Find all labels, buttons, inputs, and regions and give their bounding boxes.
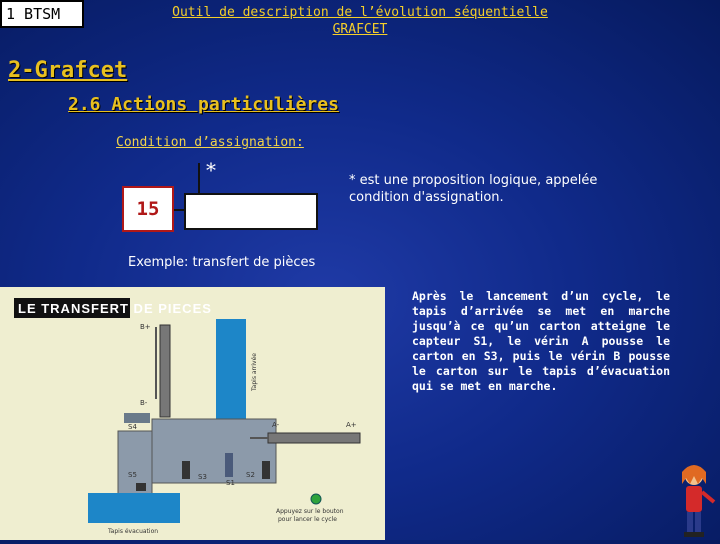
condition-symbol: * [206, 158, 216, 182]
cylinder-b-body [160, 325, 170, 417]
diagram-title: LE TRANSFERT DE PIECES [18, 301, 212, 316]
start-button-icon[interactable] [311, 494, 321, 504]
label-b-minus: B- [140, 399, 148, 407]
tapis-evacuation [88, 493, 180, 523]
cylinder-a-body [268, 433, 360, 443]
assignment-note: * est une proposition logique, appelée condition d'assignation. [349, 173, 598, 205]
table-left-wing [118, 431, 152, 503]
label-tapis-arrivee: Tapis arrivée [251, 353, 258, 391]
step-action-connector [174, 209, 184, 211]
section-title: 2-Grafcet [8, 58, 128, 83]
label-s3: S3 [198, 473, 207, 481]
transfer-diagram [0, 287, 385, 540]
subsection-title: 2.6 Actions particulières [68, 94, 339, 115]
label-a-plus: A+ [346, 421, 357, 429]
sensor-s3-post [182, 461, 190, 479]
header-line-1: Outil de description de l’évolution séquentielle [172, 5, 548, 20]
label-b-plus: B+ [140, 323, 151, 331]
start-button-text-2: pour lancer le cycle [278, 516, 337, 523]
condition-line [198, 163, 200, 194]
label-s5: S5 [128, 471, 137, 479]
start-button-text-1: Appuyez sur le bouton [276, 508, 344, 515]
label-s4: S4 [128, 423, 137, 431]
subheading: Condition d’assignation: [116, 135, 304, 150]
header-line-2: GRAFCET [332, 22, 388, 37]
transfer-diagram-svg [0, 287, 385, 540]
sensor-s4-block [124, 413, 150, 423]
sensor-s1-post [225, 453, 233, 477]
transfer-table [152, 419, 276, 483]
label-s2: S2 [246, 471, 255, 479]
cartoon-character-icon [672, 462, 720, 540]
label-a-minus: A- [272, 421, 280, 429]
action-box [184, 193, 318, 230]
label-s1: S1 [226, 479, 235, 487]
label-tapis-evacuation: Tapis évacuation [108, 528, 159, 535]
step-box: 15 [122, 186, 174, 232]
sensor-s2-post [262, 461, 270, 479]
slide-header [150, 4, 570, 38]
course-badge: 1 BTSM [0, 0, 84, 28]
sensor-s5 [136, 483, 146, 491]
example-label: Exemple: transfert de pièces [128, 255, 316, 270]
process-description: Après le lancement d’un cycle, le tapis d’arrivée se met en marche jusqu’à ce qu’un carton atteigne le capteur S1, le vérin A pousse le carton en S3, puis le vérin B pousse le carton sur le tapis d’évacuation qui se met en marche. [412, 289, 670, 393]
